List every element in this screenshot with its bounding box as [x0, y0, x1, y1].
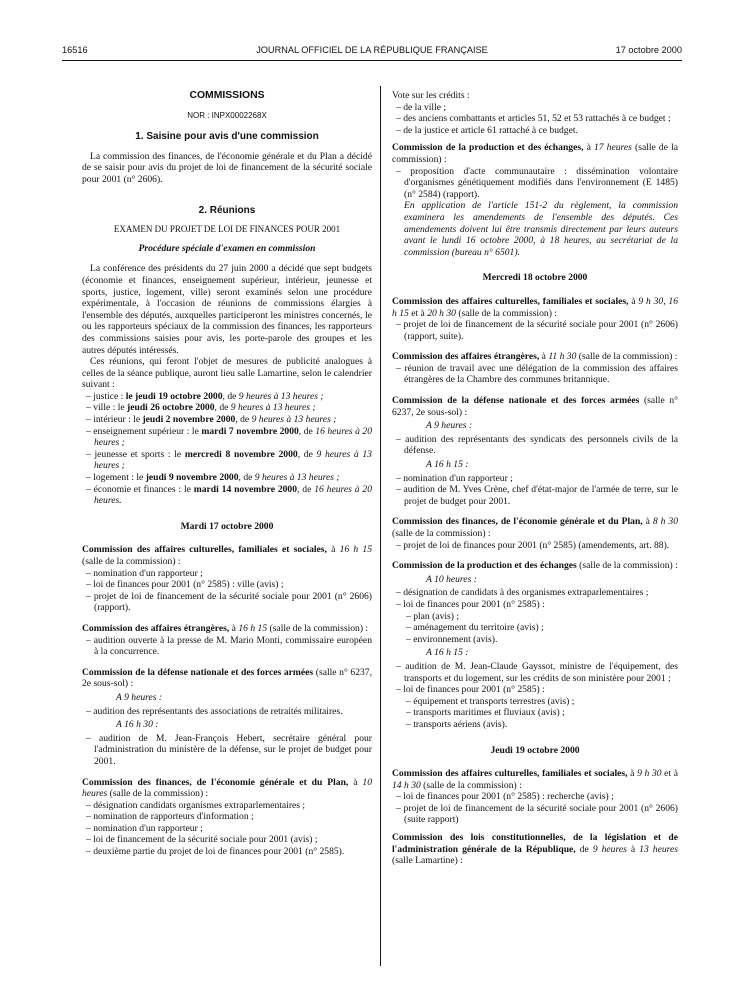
day-title-wednesday: Mercredi 18 octobre 2000 — [482, 272, 588, 284]
agenda-subitem: – transports maritimes et fluviaux (avis) ; — [406, 707, 565, 719]
entry-title: Commission de la production et des échanges (salle de la commission) : — [392, 560, 678, 572]
agenda-item: – nomination d'un rapporteur ; — [86, 822, 203, 834]
vote-item: – de la justice et article 61 rattaché à ce budget. — [396, 124, 578, 136]
time-label: A 9 heures : — [116, 691, 163, 703]
agenda-item: – loi de financement de la sécurité sociale pour 2001 (avis) ; — [86, 834, 318, 846]
agenda-item: – deuxième partie du projet de loi de finances pour 2001 (n° 2585). — [86, 846, 345, 858]
agenda-item: – audition de M. Jean-Claude Gayssot, ministre de l'équipement, des transports et du logement, sur les crédits de son ministère pour 2001 ; — [396, 660, 678, 684]
agenda-item: – nomination d'un rapporteur ; — [86, 567, 203, 579]
section-1-text: La commission des finances, de l'économie générale et du Plan a décidé de se saisir pour avis du projet de loi de financement de la sécurité sociale pour 2001 (n° 2606). — [82, 150, 372, 185]
day-title-thursday: Jeudi 19 octobre 2000 — [490, 744, 580, 756]
entry-title: Commission des affaires culturelles, familiales et sociales, à 16 h 15 (salle de la commission) : — [82, 544, 373, 567]
page-number: 16516 — [62, 45, 88, 55]
entry-title: Commission de la production et des échanges, à 17 heures (salle de la commission) : — [392, 142, 679, 165]
agenda-subitem: – transports aériens (avis). — [406, 718, 508, 730]
agenda-item: – audition ouverte à la presse de M. Mario Monti, commissaire européen à la concurrence. — [86, 634, 372, 658]
vote-item: – de la ville ; — [396, 101, 447, 113]
schedule-item: – économie et finances : le mardi 14 novembre 2000, de 16 heures à 20 heures. — [86, 483, 372, 507]
day-title-tuesday: Mardi 17 octobre 2000 — [180, 520, 274, 532]
entry-title: Commission des finances, de l'économie générale et du Plan, à 8 h 30 (salle de la commission) : — [392, 516, 678, 539]
schedule-list — [82, 391, 372, 507]
agenda-item: – nomination de rapporteurs d'information ; — [86, 811, 254, 823]
time-label: A 16 h 15 : — [426, 459, 469, 471]
page-header — [62, 45, 682, 59]
agenda-subitem: – équipement et transports terrestres (avis) ; — [406, 695, 575, 707]
agenda-item: – loi de finances pour 2001 (n° 2585) : — [396, 684, 545, 696]
exam-title: EXAMEN DU PROJET DE LOI DE FINANCES POUR 2001 — [113, 224, 341, 235]
agenda-item: – projet de loi de financement de la sécurité sociale pour 2001 (n° 2606) (rapport). — [86, 590, 372, 614]
journal-title: JOURNAL OFFICIEL DE LA RÉPUBLIQUE FRANÇAISE — [256, 45, 488, 55]
commissions-heading: COMMISSIONS — [189, 90, 265, 101]
amendments-note: En application de l'article 151-2 du règlement, la commission examinera les amendements de l'ensemble des députés. Ces amendements doivent lui être transmis directement par leurs auteurs avant le lundi 16 octobre 2000, à 18 heures, au secrétariat de la commission (bureau n° 6501). — [404, 200, 678, 258]
agenda-subitem: – plan (avis) ; — [406, 610, 460, 622]
time-label: A 10 heures : — [426, 573, 477, 585]
header-rule — [62, 60, 682, 61]
entry-title: Commission des finances, de l'économie générale et du Plan, à 10 heures (salle de la commission) : — [82, 776, 372, 800]
agenda-item: – désignation de candidats à des organismes extraparlementaires ; — [396, 587, 649, 599]
entry-title: Commission des lois constitutionnelles, de la législation et de l'administration générale de la République, de 9 heures à 13 heures (salle Lamartine) : — [392, 832, 678, 867]
left-column — [82, 90, 372, 858]
agenda-item: – réunion de travail avec une délégation de la commission des affaires étrangères de la Chambre des communes britannique. — [396, 362, 678, 386]
agenda-subitem: – environnement (avis). — [406, 633, 498, 645]
entry-title: Commission des affaires culturelles, familiales et sociales, à 9 h 30 et à 14 h 30 (salle de la commission) : — [392, 768, 678, 791]
nor-reference: NOR : INPX0002268X — [187, 110, 267, 120]
issue-date: 17 octobre 2000 — [615, 45, 682, 55]
agenda-item: – loi de finances pour 2001 (n° 2585) : recherche (avis) ; — [396, 791, 614, 803]
agenda-item: – projet de loi de financement de la sécurité sociale pour 2001 (n° 2606) (suite rapport) — [396, 802, 678, 826]
section-2-title: 2. Réunions — [198, 204, 256, 216]
vote-item: – des anciens combattants et articles 51, 52 et 53 rattachés à ce budget ; — [396, 113, 671, 125]
time-label: A 16 h 30 : — [116, 719, 159, 731]
entry-title: Commission de la défense nationale et des forces armées (salle n° 6237, 2e sous-sol) : — [392, 395, 678, 418]
section-1-title: 1. Saisine pour avis d'une commission — [135, 131, 319, 143]
column-divider — [380, 86, 381, 966]
time-label: A 9 heures : — [426, 420, 473, 432]
agenda-item: – audition des représentants des associations de retraités militaires. — [86, 705, 343, 717]
agenda-item: – désignation candidats organismes extraparlementaires ; — [86, 799, 306, 811]
schedule-item: – intérieur : le jeudi 2 novembre 2000, de 9 heures à 13 heures ; — [86, 414, 337, 426]
right-column — [392, 90, 678, 867]
agenda-item: – audition de M. Yves Crène, chef d'état-major de l'armée de terre, sur le projet de budget pour 2001. — [396, 484, 678, 507]
schedule-item: – enseignement supérieur : le mardi 7 novembre 2000, de 16 heures à 20 heures ; — [86, 425, 372, 449]
schedule-item: – logement : le jeudi 9 novembre 2000, de 9 heures à 13 heures ; — [86, 472, 340, 484]
schedule-item: – ville : le jeudi 26 octobre 2000, de 9 heures à 13 heures ; — [86, 402, 316, 414]
procedure-paragraph-2: Ces réunions, qui feront l'objet de mesures de publicité analogues à celles de la séance publique, auront lieu salle Lamartine, selon le calendrier suivant : — [82, 356, 372, 391]
procedure-paragraph-1: La conférence des présidents du 27 juin 2000 a décidé que sept budgets (économie et finances, enseignement supérieur, intérieur, jeunesse et sports, justice, logement, ville) seront examinés selon une procédure expérimentale, à l'occasion de réunions de commissions élargies à l'ensemble des députés, auxquelles participeront les ministres concernés, le ou les rapporteurs spéciaux de la commission des finances, les rapporteurs des commissions saisies pour avis, les porte-parole des groupes et les autres députés intéressés. — [82, 263, 372, 356]
entry-title: Commission des affaires étrangères, à 16 h 15 (salle de la commission) : — [82, 622, 369, 634]
entry-title: Commission des affaires étrangères, à 11 h 30 (salle de la commission) : — [392, 351, 678, 363]
schedule-item: – jeunesse et sports : le mercredi 8 novembre 2000, de 9 heures à 13 heures ; — [86, 448, 372, 472]
agenda-item: – projet de loi de financement de la sécurité sociale pour 2001 (n° 2606) (rapport, suite). — [396, 319, 678, 342]
agenda-item: – proposition d'acte communautaire : dissémination volontaire d'organismes génétiquement modifiés dans l'environnement (E 1485) (n° 2584) (rapport). — [396, 165, 678, 200]
agenda-item: – nomination d'un rapporteur ; — [396, 472, 513, 484]
schedule-item: – justice : le jeudi 19 octobre 2000, de 9 heures à 13 heures ; — [86, 390, 324, 402]
agenda-item: – audition de M. Jean-François Hebert, secrétaire général pour l'administration du ministère de la défense, sur le projet de budget pour 2001. — [86, 732, 372, 767]
vote-intro: Vote sur les crédits : — [392, 90, 470, 101]
agenda-subitem: – aménagement du territoire (avis) ; — [406, 622, 544, 634]
procedure-title: Procédure spéciale d'examen en commission — [138, 242, 316, 254]
time-label: A 16 h 15 : — [426, 647, 469, 659]
agenda-item: – audition des représentants des syndicats des personnels civils de la défense. — [396, 433, 678, 457]
agenda-item: – loi de finances pour 2001 (n° 2585) : ville (avis) ; — [86, 579, 284, 591]
entry-title: Commission de la défense nationale et des forces armées (salle n° 6237, 2e sous-sol) : — [82, 666, 372, 690]
agenda-item: – loi de finances pour 2001 (n° 2585) : — [396, 598, 545, 610]
entry-title: Commission des affaires culturelles, familiales et sociales, à 9 h 30, 16 h 15 et à 20 h 30 (salle de la commission) : — [392, 295, 678, 319]
agenda-item: – projet de loi de finances pour 2001 (n° 2585) (amendements, art. 88). — [396, 539, 670, 551]
